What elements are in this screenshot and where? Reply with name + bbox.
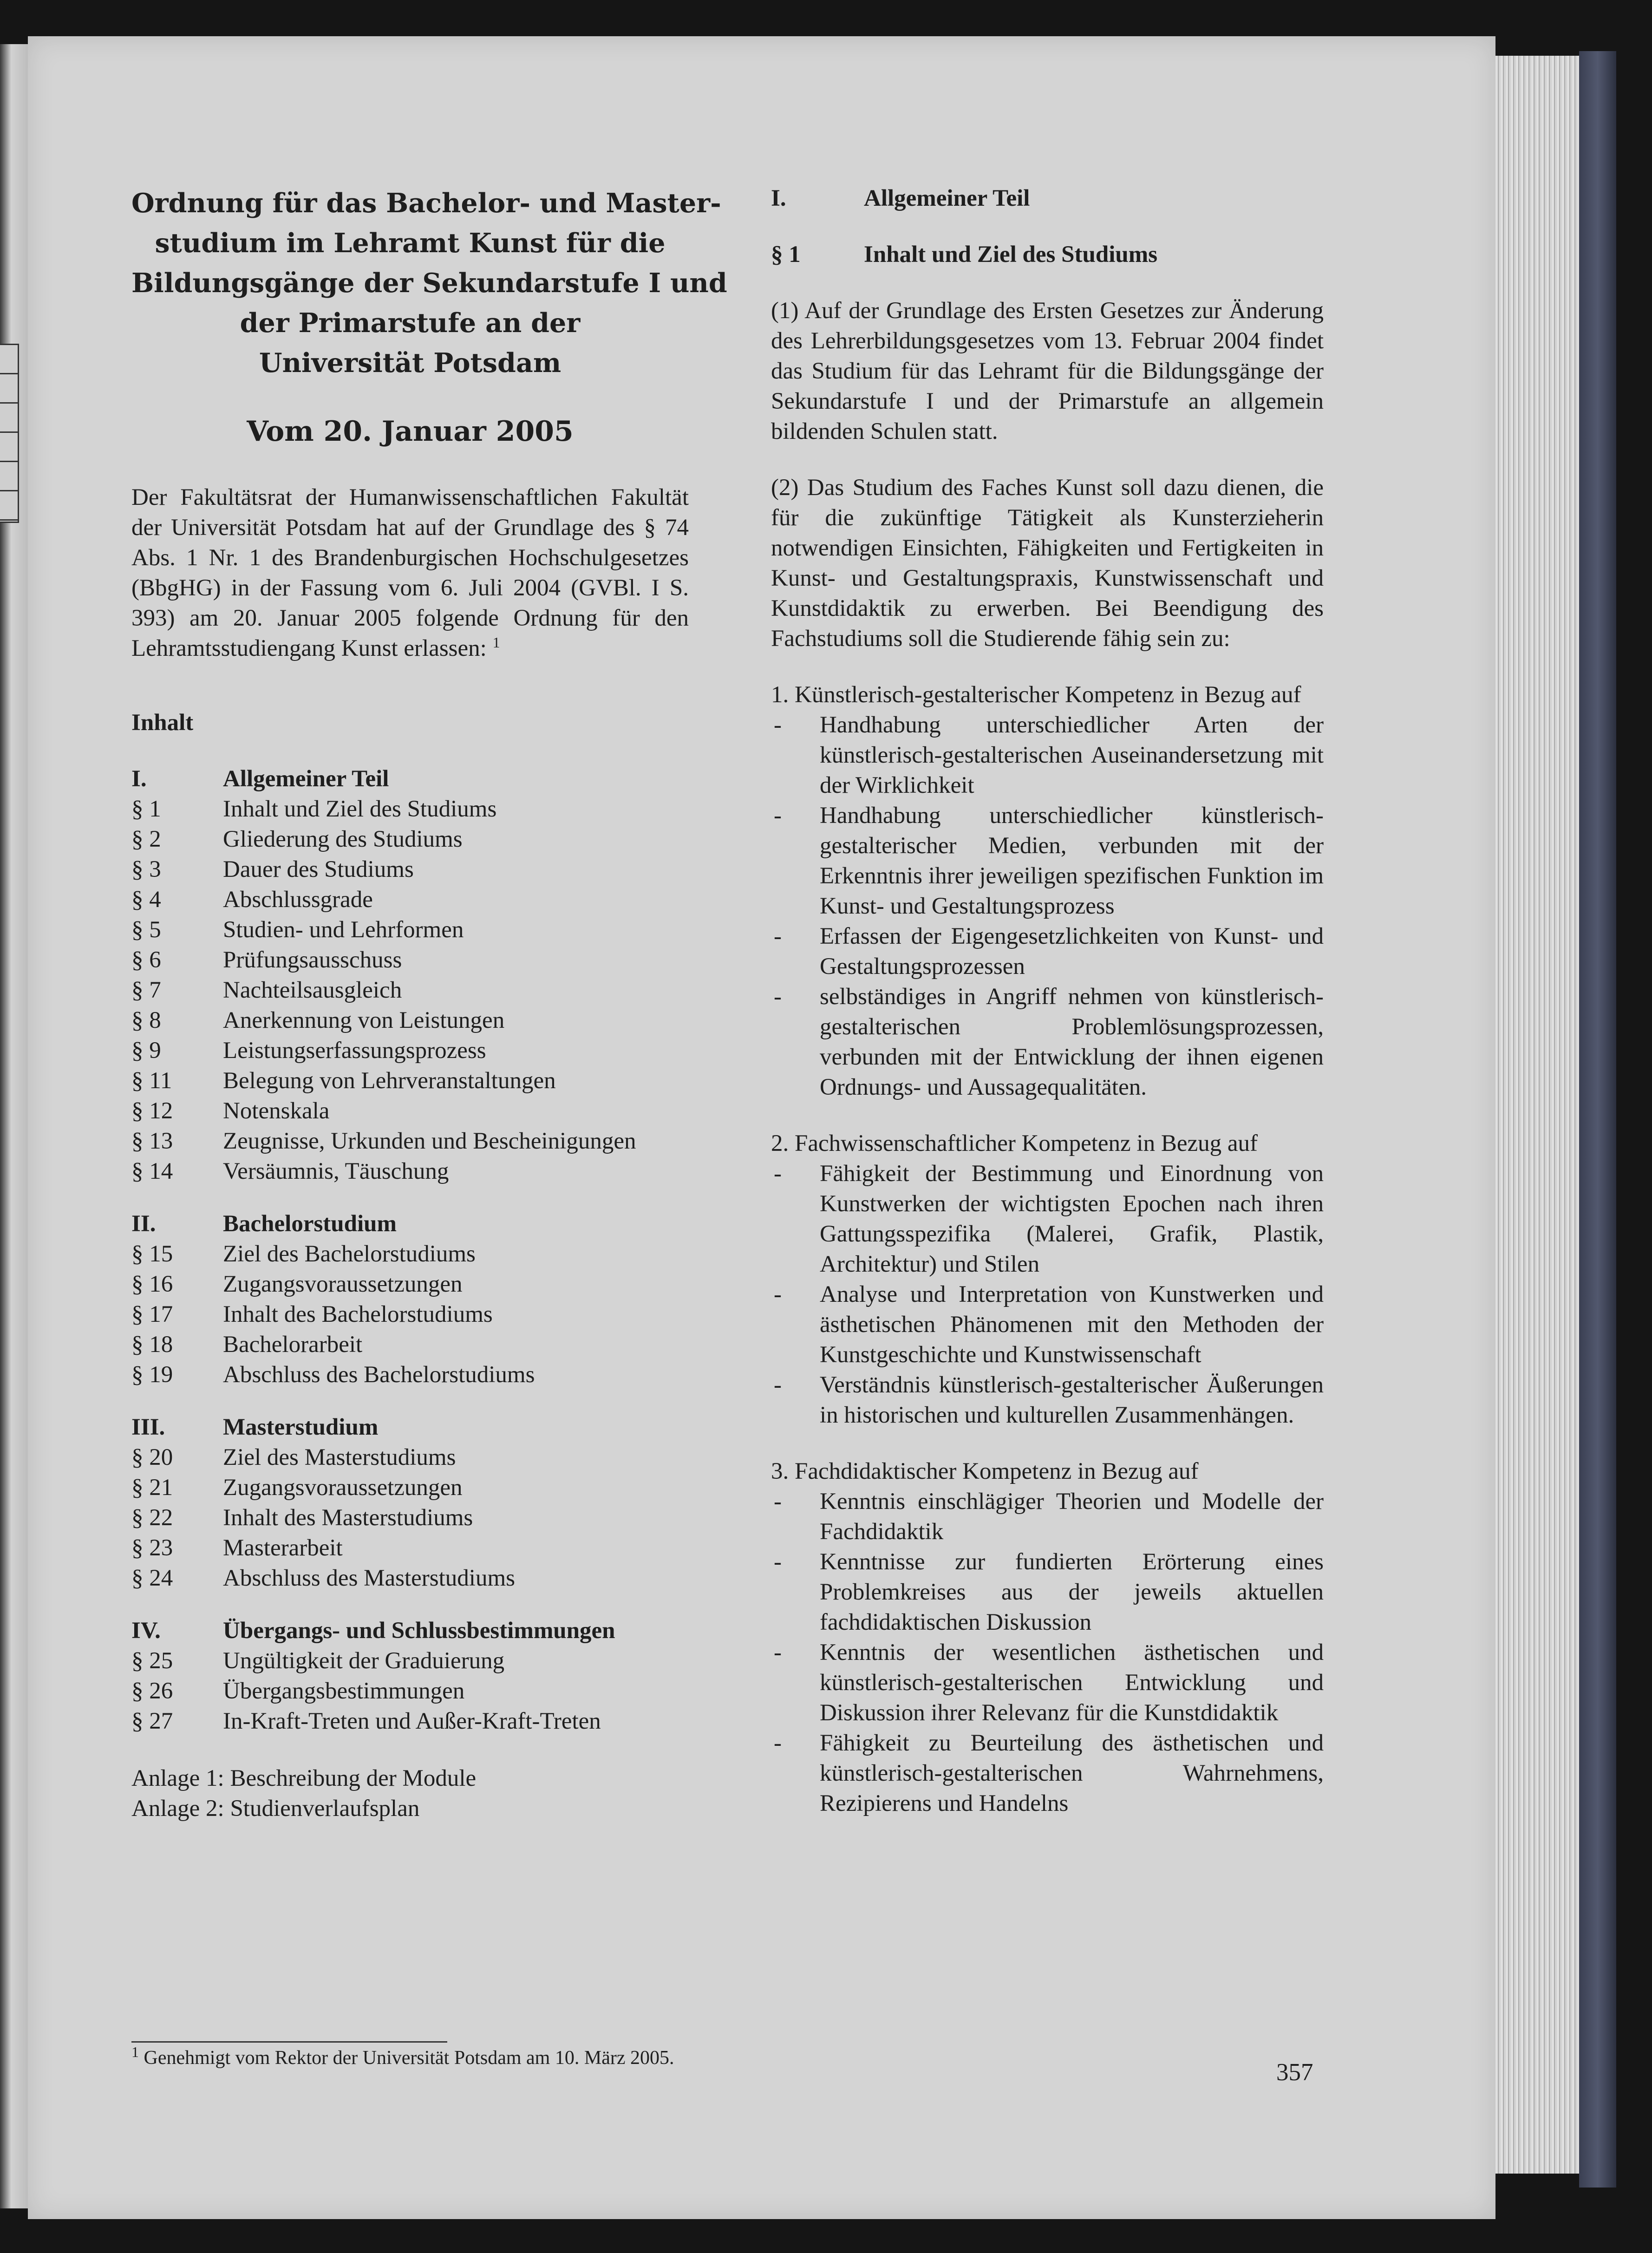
toc-entry-title: Ziel des Bachelorstudiums — [223, 1241, 476, 1267]
competence-list — [771, 680, 1324, 1819]
footnote-divider — [131, 2041, 447, 2043]
toc-entry-title: Notenskala — [223, 1098, 330, 1124]
right-column — [771, 183, 1324, 1819]
toc-part-number: I. — [131, 766, 147, 792]
toc-entry-title: Inhalt des Bachelorstudiums — [223, 1301, 493, 1327]
competence-items — [771, 1487, 1324, 1819]
toc-entry — [131, 1330, 689, 1360]
competence-item: - Fähigkeit der Bestimmung und Einordnung von Kunstwerken der wichtigsten Epochen nach ihren Gattungsspezifika (Malerei, Grafik, Plastik, Architektur) und Stilen — [771, 1159, 1324, 1280]
toc-entry-title: Inhalt des Masterstudiums — [223, 1505, 473, 1531]
competence-item: - Handhabung unterschiedlicher Arten der künstlerisch-gestalterischen Auseinandersetzung mit der Wirklichkeit — [771, 710, 1324, 801]
competence-heading: 1. Künstlerisch-gestalterischer Kompetenz in Bezug auf — [771, 682, 1301, 708]
paragraph-1: (1) Auf der Grundlage des Ersten Gesetzes zur Änderung des Lehrerbildungsgesetzes vom 13. Februar 2004 findet das Studium für das Lehramt für die Bildungsgänge der Sekundarstufe I und der Primarstufe an allgemein bildenden Schulen statt. — [771, 298, 1324, 444]
section-heading — [771, 240, 1324, 270]
toc-entry-number: § 11 — [131, 1068, 172, 1094]
toc-entry-title: Masterarbeit — [223, 1535, 343, 1561]
toc-entry-number: § 1 — [131, 796, 161, 822]
part-number: I. — [771, 185, 786, 211]
section-number: § 1 — [771, 242, 801, 268]
toc-entry — [131, 1239, 689, 1269]
toc-entry-title: Dauer des Studiums — [223, 856, 414, 882]
page-stack-edges — [1495, 56, 1579, 2174]
toc-part-number: III. — [131, 1414, 165, 1440]
toc-entry — [131, 1503, 689, 1533]
toc-part-heading — [131, 1412, 689, 1443]
toc-entry-title: In-Kraft-Treten und Außer-Kraft-Treten — [223, 1708, 601, 1734]
footnote-mark: 1 — [131, 2044, 139, 2060]
toc-entry-title: Inhalt und Ziel des Studiums — [223, 796, 497, 822]
toc-part-title: Allgemeiner Teil — [223, 766, 389, 792]
toc-entry — [131, 1036, 689, 1066]
toc-entry-title: Abschlussgrade — [223, 887, 373, 913]
toc-entry-title: Ungültigkeit der Graduierung — [223, 1648, 505, 1674]
toc-entry-number: § 20 — [131, 1444, 173, 1470]
toc-entry-title: Leistungserfassungsprozess — [223, 1038, 486, 1064]
toc-entry — [131, 1126, 689, 1156]
toc-entry-title: Anerkennung von Leistungen — [223, 1007, 505, 1033]
table-of-contents — [131, 764, 689, 1737]
part-heading — [771, 183, 1324, 214]
contents-heading: Inhalt — [131, 710, 194, 736]
toc-entry-number: § 3 — [131, 856, 161, 882]
annex-item: Anlage 1: Beschreibung der Module — [131, 1765, 477, 1791]
toc-entry-number: § 12 — [131, 1098, 173, 1124]
title-line: studium im Lehramt Kunst für die — [155, 228, 666, 259]
toc-entry-number: § 26 — [131, 1678, 173, 1704]
toc-entry — [131, 975, 689, 1006]
toc-entry-number: § 7 — [131, 977, 161, 1003]
competence-item: - Handhabung unterschiedlicher künstlerisch-gestalterischer Medien, verbunden mit der Erkenntnis ihrer jeweiligen spezifischen Funktion im Kunst- und Gestaltungsprozess — [771, 801, 1324, 921]
competence-heading: 3. Fachdidaktischer Kompetenz in Bezug auf — [771, 1458, 1199, 1484]
toc-entry-title: Abschluss des Bachelorstudiums — [223, 1362, 535, 1388]
toc-entry-number: § 14 — [131, 1158, 173, 1184]
toc-entry-title: Abschluss des Masterstudiums — [223, 1565, 515, 1591]
intro-text: Der Fakultätsrat der Humanwissenschaftlichen Fakultät der Universität Potsdam hat auf der Grundlage des § 74 Abs. 1 Nr. 1 des Brandenburgischen Hochschulgesetzes (BbgHG) in der Fassung vom 6. Juli 2004 (GVBl. I S. 393) am 20. Januar 2005 folgende Ordnung für den Lehramtsstudiengang Kunst erlassen: — [131, 484, 689, 661]
toc-entry-number: § 15 — [131, 1241, 173, 1267]
competence-block — [771, 1456, 1324, 1819]
document-title — [131, 183, 727, 383]
toc-entry-title: Bachelorarbeit — [223, 1332, 363, 1358]
paragraph-2: (2) Das Studium des Faches Kunst soll dazu dienen, die für die zukünftige Tätigkeit als Kunsterzieherin notwendigen Einsichten, Fähigkeiten und Fertigkeiten in Kunst- und Gestaltungspraxis, Kunstwissenschaft und Kunstdidaktik zu erwerben. Bei Beendigung des Fachstudiums soll die Studierende fähig sein zu: — [771, 475, 1324, 652]
toc-entry-number: § 18 — [131, 1332, 173, 1358]
toc-entry-number: § 2 — [131, 826, 161, 852]
toc-part-number: II. — [131, 1211, 156, 1237]
toc-entry — [131, 1156, 689, 1187]
toc-entry — [131, 885, 689, 915]
toc-entry — [131, 1473, 689, 1503]
toc-entry-title: Nachteilsausgleich — [223, 977, 402, 1003]
toc-entry-number: § 21 — [131, 1475, 173, 1501]
footnote — [131, 2046, 689, 2070]
toc-entry-number: § 8 — [131, 1007, 161, 1033]
toc-entry-number: § 13 — [131, 1128, 173, 1154]
toc-entry-number: § 27 — [131, 1708, 173, 1734]
toc-entry — [131, 855, 689, 885]
toc-entry — [131, 794, 689, 824]
toc-part-heading — [131, 1209, 689, 1239]
competence-item: - Kenntnisse zur fundierten Erörterung eines Problemkreises aus der jeweils aktuellen fachdidaktischen Diskussion — [771, 1547, 1324, 1638]
toc-entry — [131, 1300, 689, 1330]
toc-entry — [131, 1006, 689, 1036]
document-date: Vom 20. Januar 2005 — [247, 415, 574, 448]
section-title: Inhalt und Ziel des Studiums — [864, 242, 1158, 268]
toc-entry — [131, 1533, 689, 1563]
toc-entry — [131, 1096, 689, 1126]
part-title: Allgemeiner Teil — [864, 185, 1030, 211]
toc-entry-number: § 5 — [131, 917, 161, 943]
toc-entry-title: Zugangsvoraussetzungen — [223, 1271, 463, 1297]
competence-item: - Kenntnis einschlägiger Theorien und Modelle der Fachdidaktik — [771, 1487, 1324, 1547]
toc-entry-title: Übergangsbestimmungen — [223, 1678, 465, 1704]
left-column — [131, 183, 727, 1824]
toc-part-title: Übergangs- und Schlussbestimmungen — [223, 1618, 615, 1644]
competence-block — [771, 1129, 1324, 1430]
footnote-reference: 1 — [492, 634, 500, 651]
annex-item: Anlage 2: Studienverlaufsplan — [131, 1796, 420, 1822]
toc-entry-title: Ziel des Masterstudiums — [223, 1444, 456, 1470]
annex-list — [131, 1763, 689, 1824]
competence-heading: 2. Fachwissenschaftlicher Kompetenz in Bezug auf — [771, 1130, 1258, 1156]
toc-entry-number: § 6 — [131, 947, 161, 973]
competence-item: - selbständiges in Angriff nehmen von künstlerisch-gestalterischen Problemlösungsprozessen, verbunden mit der Entwicklung der ihnen eigenen Ordnungs- und Aussagequalitäten. — [771, 982, 1324, 1103]
toc-entry-number: § 9 — [131, 1038, 161, 1064]
toc-entry-title: Gliederung des Studiums — [223, 826, 463, 852]
toc-group — [131, 1412, 689, 1593]
toc-entry — [131, 1676, 689, 1706]
competence-item: - Fähigkeit zu Beurteilung des ästhetischen und künstlerisch-gestalterischen Wahrnehmens, Rezipierens und Handelns — [771, 1728, 1324, 1819]
toc-entry — [131, 915, 689, 945]
toc-entry-number: § 4 — [131, 887, 161, 913]
toc-entry — [131, 824, 689, 855]
toc-entry — [131, 945, 689, 975]
title-line: Bildungsgänge der Sekundarstufe I und — [131, 268, 727, 299]
title-line: Ordnung für das Bachelor- und Master- — [131, 188, 721, 219]
toc-entry-number: § 19 — [131, 1362, 173, 1388]
toc-part-title: Masterstudium — [223, 1414, 379, 1440]
toc-entry — [131, 1563, 689, 1593]
toc-entry — [131, 1646, 689, 1676]
toc-group — [131, 1616, 689, 1737]
competence-items — [771, 710, 1324, 1103]
title-line: der Primarstufe an der — [240, 307, 581, 339]
competence-item: - Erfassen der Eigengesetzlichkeiten von Kunst- und Gestaltungsprozessen — [771, 921, 1324, 982]
toc-entry-number: § 25 — [131, 1648, 173, 1674]
toc-entry — [131, 1706, 689, 1737]
toc-entry-number: § 22 — [131, 1505, 173, 1531]
toc-entry-title: Belegung von Lehrveranstaltungen — [223, 1068, 556, 1094]
toc-entry-title: Zeugnisse, Urkunden und Bescheinigungen — [223, 1128, 636, 1154]
toc-group — [131, 764, 689, 1187]
toc-group — [131, 1209, 689, 1390]
toc-part-title: Bachelorstudium — [223, 1211, 397, 1237]
title-line: Universität Potsdam — [259, 347, 562, 379]
footnote-text: Genehmigt vom Rektor der Universität Potsdam am 10. März 2005. — [144, 2047, 674, 2069]
toc-entry-title: Zugangsvoraussetzungen — [223, 1475, 463, 1501]
toc-entry-number: § 23 — [131, 1535, 173, 1561]
toc-entry-title: Studien- und Lehrformen — [223, 917, 464, 943]
toc-entry-number: § 17 — [131, 1301, 173, 1327]
toc-entry — [131, 1269, 689, 1300]
toc-part-heading — [131, 764, 689, 794]
competence-items — [771, 1159, 1324, 1430]
toc-part-number: IV. — [131, 1618, 161, 1644]
toc-entry-number: § 24 — [131, 1565, 173, 1591]
competence-item: - Kenntnis der wesentlichen ästhetischen und künstlerisch-gestalterischen Entwicklung und Diskussion ihrer Relevanz für die Kunstdidaktik — [771, 1638, 1324, 1728]
toc-entry-number: § 16 — [131, 1271, 173, 1297]
toc-entry — [131, 1360, 689, 1390]
toc-entry-title: Prüfungsausschuss — [223, 947, 402, 973]
toc-part-heading — [131, 1616, 689, 1646]
toc-entry — [131, 1443, 689, 1473]
intro-paragraph — [131, 483, 689, 664]
toc-entry — [131, 1066, 689, 1096]
competence-item: - Verständnis künstlerisch-gestalterischer Äußerungen in historischen und kulturellen Zusammenhängen. — [771, 1370, 1324, 1430]
toc-entry-title: Versäumnis, Täuschung — [223, 1158, 449, 1184]
book-cover-edge — [1579, 51, 1616, 2188]
previous-page-table-fragment — [0, 344, 19, 523]
competence-item: - Analyse und Interpretation von Kunstwerken und ästhetischen Phänomenen mit den Methoden der Kunstgeschichte und Kunstwissenschaft — [771, 1280, 1324, 1370]
page-number: 357 — [1276, 2059, 1313, 2086]
competence-block — [771, 680, 1324, 1103]
